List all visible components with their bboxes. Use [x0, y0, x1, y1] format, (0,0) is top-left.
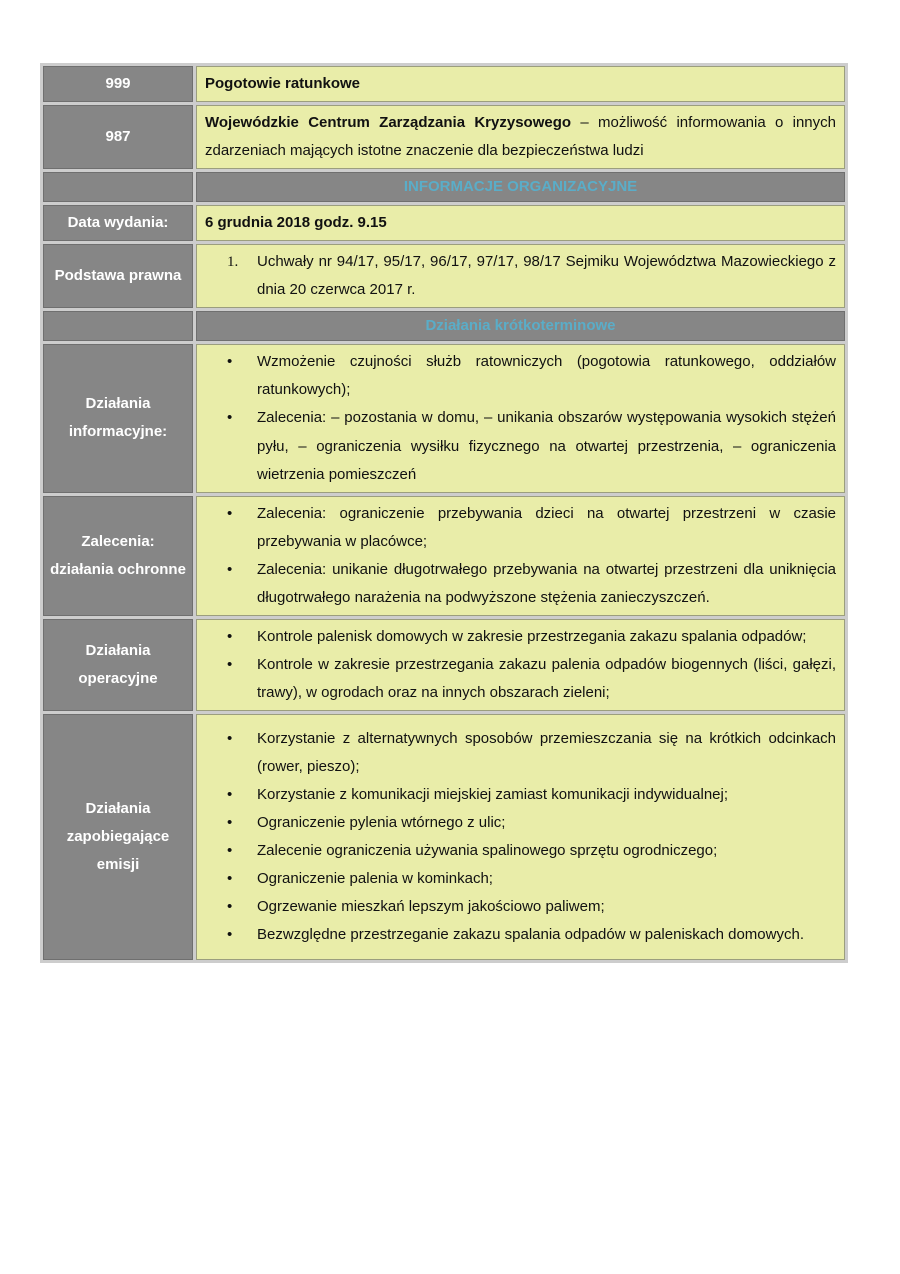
- zalecenia-ochronne-label: [43, 496, 193, 616]
- bullet-item: • Bezwzględne przestrzeganie zakazu spalania odpadów w paleniskach domowych.: [205, 921, 836, 949]
- bullet-item: • Zalecenia: ograniczenie przebywania dzieci na otwartej przestrzeni w czasie przebywania w placówce;: [205, 500, 836, 556]
- table-row: [43, 344, 845, 492]
- table-row: [43, 105, 845, 169]
- phone-999-text: Pogotowie ratunkowe: [205, 75, 361, 92]
- bullet-item: • Zalecenia: – pozostania w domu, – unikania obszarów występowania wysokich stężeń pyłu, – ograniczenia wysiłku fizycznego na otwartej przestrzenia, – ograniczenia wietrzenia pomieszczeń: [205, 404, 836, 488]
- table-row: [43, 205, 845, 241]
- label-line: Działania: [85, 395, 151, 413]
- bullet-item: • Zalecenia: unikanie długotrwałego przebywania na otwartej przestrzeni dla uniknięcia długotrwałego narażenia na podwyższone stężenia zanieczyszczeń.: [205, 556, 836, 612]
- dzialania-operacyjne-label: [43, 619, 193, 711]
- table-row: [43, 496, 845, 616]
- phone-987-label: 987: [43, 105, 193, 169]
- table-row: [43, 244, 845, 308]
- label-line: emisji: [96, 855, 140, 873]
- bullet-item: • Ograniczenie palenia w kominkach;: [205, 865, 836, 893]
- data-wydania-text: 6 grudnia 2018 godz. 9.15: [205, 214, 387, 232]
- table-row: [43, 66, 845, 102]
- bullet-item: • Zalecenie ograniczenia używania spalinowego sprzętu ogrodniczego;: [205, 837, 836, 865]
- label-line: działania ochronne: [50, 560, 186, 578]
- phone-987-value: [196, 105, 845, 169]
- bullet-item: • Korzystanie z komunikacji miejskiej zamiast komunikacji indywidualnej;: [205, 781, 836, 809]
- label-line: zapobiegające: [66, 827, 170, 845]
- section-title-informacje: INFORMACJE ORGANIZACYJNE: [196, 172, 845, 202]
- data-wydania-label: Data wydania:: [43, 205, 193, 241]
- bullet-item: • Ogrzewanie mieszkań lepszym jakościowo paliwem;: [205, 893, 836, 921]
- bullet-list: [205, 623, 836, 707]
- podstawa-prawna-value: [196, 244, 845, 308]
- bullet-item: • Kontrole palenisk domowych w zakresie przestrzegania zakazu spalania odpadów;: [205, 623, 836, 651]
- bullet-list: [205, 725, 836, 949]
- bullet-list: [205, 348, 836, 488]
- phone-999-value: [196, 66, 845, 102]
- table-row: [43, 619, 845, 711]
- label-line: informacyjne:: [68, 423, 168, 441]
- label-line: Działania: [85, 641, 151, 659]
- numbered-item-text: Uchwały nr 94/17, 95/17, 96/17, 97/17, 98/17 Sejmiku Województwa Mazowieckiego z dnia 20 czerwca 2017 r.: [257, 253, 836, 299]
- dzialania-informacyjne-label: [43, 344, 193, 492]
- numbered-item: [205, 248, 836, 304]
- bullet-item: • Kontrole w zakresie przestrzegania zakazu palenia odpadów biogennych (liści, gałęzi, trawy), w ogrodach oraz na innych obszarach zieleni;: [205, 651, 836, 707]
- dzialania-zapobiegajace-label: [43, 714, 193, 960]
- phone-999-label: 999: [43, 66, 193, 102]
- bullet-item: • Korzystanie z alternatywnych sposobów przemieszczania się na krótkich odcinkach (rower, pieszo);: [205, 725, 836, 781]
- list-number: 1.: [227, 254, 239, 271]
- section-empty-cell: [43, 311, 193, 341]
- podstawa-prawna-label: Podstawa prawna: [43, 244, 193, 308]
- label-line: Zalecenia:: [81, 532, 155, 550]
- section-title-krotkoterminowe: Działania krótkoterminowe: [196, 311, 845, 341]
- label-line: Działania: [85, 799, 151, 817]
- table-row: [43, 714, 845, 960]
- dzialania-informacyjne-content: [196, 344, 845, 492]
- section-header-row: [43, 172, 845, 202]
- section-empty-cell: [43, 172, 193, 202]
- data-wydania-value: [196, 205, 845, 241]
- dzialania-zapobiegajace-content: [196, 714, 845, 960]
- bullet-item: • Ograniczenie pylenia wtórnego z ulic;: [205, 809, 836, 837]
- bullet-item: • Wzmożenie czujności służb ratowniczych (pogotowia ratunkowego, oddziałów ratunkowych);: [205, 348, 836, 404]
- dzialania-operacyjne-content: [196, 619, 845, 711]
- emergency-info-table: [40, 63, 848, 963]
- phone-987-rest-text: – możliwość informowania o innych zdarzeniach mających istotne znaczenie dla bezpieczeństwa ludzi: [205, 114, 836, 160]
- bullet-list: [205, 500, 836, 612]
- phone-987-bold-text: Wojewódzkie Centrum Zarządzania Kryzysowego: [205, 114, 572, 132]
- zalecenia-ochronne-content: [196, 496, 845, 616]
- label-line: operacyjne: [78, 669, 158, 687]
- section-header-row: [43, 311, 845, 341]
